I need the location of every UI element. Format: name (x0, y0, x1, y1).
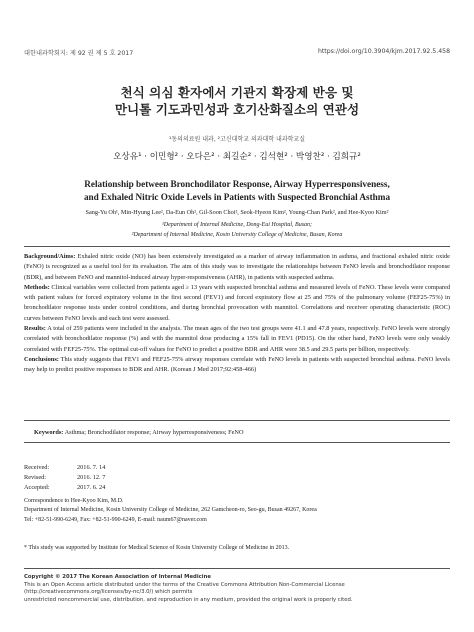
article-dates (24, 463, 105, 493)
english-title-line-2: and Exhaled Nitric Oxide Levels in Patients with Suspected Bronchial Asthma (83, 192, 391, 202)
date-value: 2017. 6. 24 (77, 484, 106, 491)
date-value: 2016. 12. 7 (77, 474, 106, 481)
abstract (24, 252, 450, 376)
abstract-methods (24, 283, 450, 324)
copyright-top-rule (24, 568, 450, 569)
correspondence-contact: Tel: +82-51-990-6249, Fax: +82-51-990-6249, E-mail: naum67@naver.com (24, 516, 207, 523)
copyright-title-text: Copyright © 2017 The Korean Association of Internal Medicine (24, 574, 211, 580)
results-label: Results: (24, 325, 46, 333)
korean-authors: 오상유¹ · 이민형² · 오다은² · 최길순² · 김석현² · 박영찬² · 김희규² (113, 152, 361, 162)
copyright-block (24, 574, 450, 604)
date-label: Received: (24, 464, 50, 471)
date-label: Accepted: (24, 484, 50, 491)
journal-citation: 대한내과학회지: 제 92 권 제 5 호 2017 (24, 50, 134, 57)
english-affiliations (0, 220, 474, 240)
conclusions-label: Conclusions: (24, 355, 59, 363)
keywords-text: Asthma; Bronchodilator response; Airway hyperresponsiveness; FeNO (63, 429, 244, 436)
date-received (24, 463, 105, 473)
background-label: Background/Aims: (24, 253, 76, 260)
english-title (0, 178, 474, 204)
funding-note: * This study was supported by Institute for Medical Science of Kosin University College of Medicine in 2013. (24, 545, 290, 551)
abstract-conclusions (24, 355, 450, 376)
correspondence-name: Correspondence to Hee-Kyoo Kim, M.D. (24, 498, 124, 504)
keywords-top-rule (24, 420, 450, 421)
correspondence (24, 497, 450, 525)
doi-link[interactable]: https://doi.org/10.3904/kjm.2017.92.5.458 (317, 48, 450, 55)
methods-label: Methods: (24, 283, 50, 291)
running-header (24, 48, 450, 57)
english-affiliation-2: ²Department of Internal Medicine, Kosin University College of Medicine, Busan, Korea (131, 232, 343, 238)
keywords-label: Keywords: (34, 429, 64, 436)
date-revised (24, 473, 105, 483)
copyright-title (24, 574, 450, 582)
english-title-line-1: Relationship between Bronchodilator Response, Airway Hyperresponsiveness, (84, 179, 390, 189)
results-text: A total of 259 patients were included in the analysis. The mean ages of the two test groups were 41.1 and 47.8 years, respectively. FeNO levels were strongly correlated with bronchodilator response (%) and with the mannitol dose producing a 15% fall in FEV1 (PD15). On the other hand, FeNO levels were only weakly correlated with FEF25-75%. The optimal cut-off values for FeNO to predict a positive BDR and AHR were 38.5 and 29.5 parts per billion, respectively. (24, 325, 450, 353)
date-value: 2016. 7. 14 (77, 464, 106, 471)
english-authors: Sang-Yu Oh¹, Min-Hyung Lee², Da-Eun Oh², Gil-Soon Choi², Seok-Hyeon Kim², Young-Chan Park², and Hee-Kyoo Kim² (85, 209, 389, 216)
conclusions-text: This study suggests that FEV1 and FEF25-75% airway responses correlate with FeNO levels in patients with suspected bronchial asthma. FeNO levels may help to predict positive responses to BDR and AHR. (Korean J Med 2017;92:458-466) (24, 355, 450, 374)
korean-title-line-2: 만니톨 기도과민성과 호기산화질소의 연관성 (114, 102, 360, 117)
abstract-background (24, 252, 450, 283)
abstract-top-rule (24, 246, 450, 247)
keywords (34, 429, 244, 436)
abstract-results (24, 324, 450, 355)
korean-affiliation: ¹동의의료원 내과, ²고신대학교 의과대학 내과학교실 (168, 136, 306, 143)
korean-title-line-1: 천식 의심 환자에서 기관지 확장제 반응 및 (120, 85, 354, 100)
date-label: Revised: (24, 474, 47, 481)
keywords-bottom-rule (24, 442, 450, 443)
correspondence-address: Department of Internal Medicine, Kosin University College of Medicine, 262 Gamcheon-ro, Seo-gu, Busan 49267, Korea (24, 507, 317, 514)
english-affiliation-1: ¹Department of Internal Medicine, Dong-Eui Hospital, Busan; (161, 222, 313, 228)
date-accepted (24, 483, 105, 493)
korean-title (0, 84, 474, 118)
background-text: Exhaled nitric oxide (NO) has been extensively investigated as a marker of airway inflammation in asthma, and fractional exhaled nitric oxide (FeNO) is recognized as a useful tool for its evaluation. The aim of this study was to investigate the relationships between FeNO levels and bronchodilator response (BDR), and between FeNO and mannitol-induced airway hyper-responsiveness (AHR), in patients with suspected asthma. (24, 253, 450, 281)
methods-text: Clinical variables were collected from patients aged ≥ 13 years with suspected bronchial asthma and measured levels of FeNO. These levels were compared with patient values for forced expiratory volume in the first second (FEV1) and forced expiratory flow at 25 and 75% of the pulmonary volume (FEF25-75%) in bronchodilator response tests under control conditions, and during bronchial provocation with mannitol. Correlations and receiver operating characteristic (ROC) curves between FeNO levels and each test were assessed. (24, 283, 450, 322)
license-line-1: This is an Open Access article distributed under the terms of the Creative Commons Attribution Non-Commercial License (http://creativecommons.org/licenses/by-nc/3.0/) which permits (24, 581, 345, 596)
license-line-2: unrestricted noncommercial use, distribution, and reproduction in any medium, provided the original work is properly cited. (24, 596, 353, 603)
